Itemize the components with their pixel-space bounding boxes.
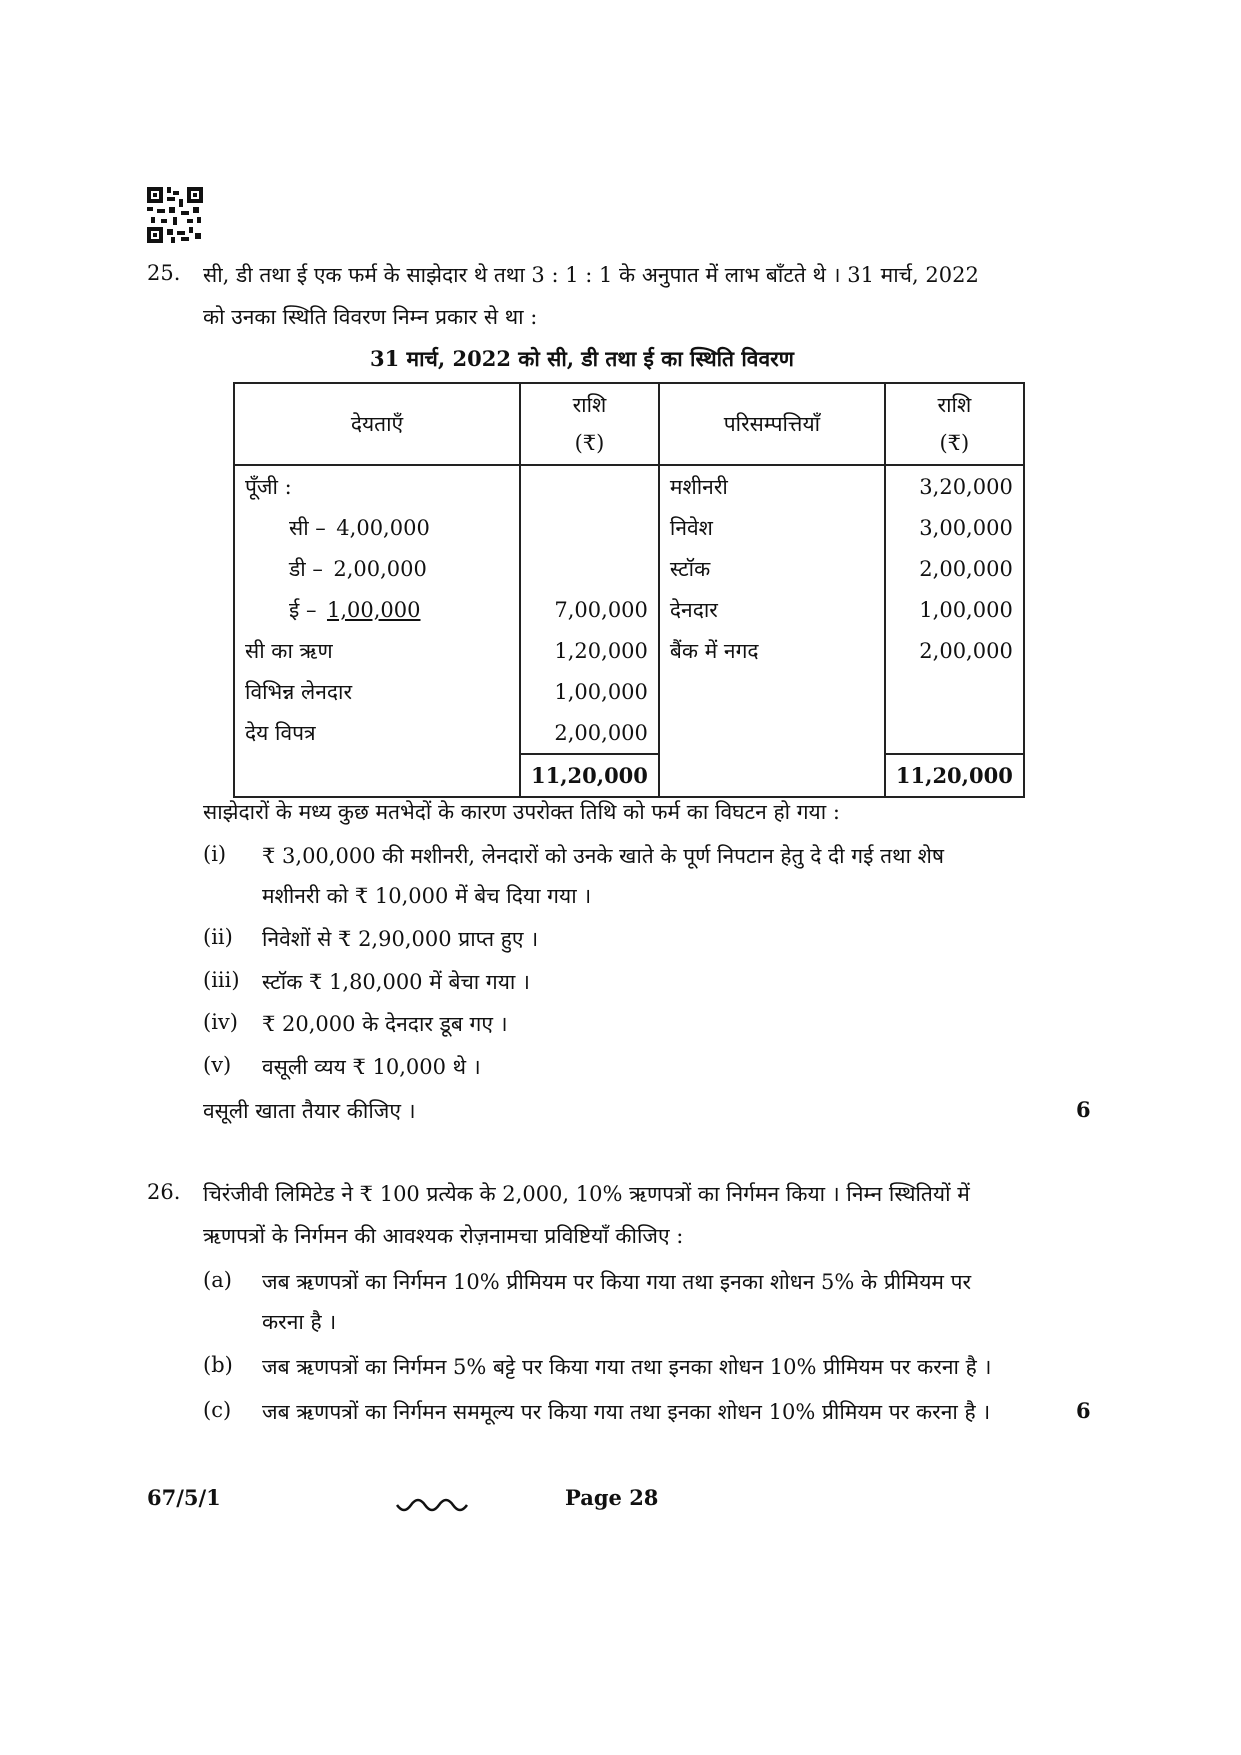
header-assets: परिसम्पत्तियाँ: [659, 383, 885, 465]
question-number: 25.: [147, 261, 181, 285]
liability-amount-cell: [520, 507, 659, 548]
marks-label: 6: [1076, 1097, 1091, 1122]
header-amount-unit: (₹): [939, 431, 970, 455]
item-number: (v): [203, 1053, 232, 1077]
header-amount: [520, 383, 659, 465]
question-text-line: को उनका स्थिति विवरण निम्न प्रकार से था :: [203, 305, 538, 329]
question-text-line: साझेदारों के मध्य कुछ मतभेदों के कारण उपरोक्त तिथि को फर्म का विघटन हो गया :: [203, 800, 840, 824]
asset-cell: [659, 671, 885, 712]
item-text-line: जब ऋणपत्रों का निर्गमन 5% बट्टे पर किया गया तथा इनका शोधन 10% प्रीमियम पर करना है ।: [262, 1355, 992, 1379]
item-number: (iv): [203, 1010, 238, 1034]
header-amount-label: राशि: [937, 393, 972, 417]
liability-cell: [234, 507, 520, 548]
capital-amount: 2,00,000: [333, 556, 427, 581]
table-row: [234, 630, 1024, 671]
table-row: [234, 589, 1024, 630]
table-row: [234, 671, 1024, 712]
item-text-line: जब ऋणपत्रों का निर्गमन सममूल्य पर किया गया तथा इनका शोधन 10% प्रीमियम पर करना है ।: [262, 1400, 991, 1424]
capital-amount: 1,00,000: [326, 597, 421, 622]
table-total-row: [234, 754, 1024, 797]
asset-amount-cell: 2,00,000: [885, 630, 1024, 671]
item-text-line: स्टॉक ₹ 1,80,000 में बेचा गया ।: [262, 970, 530, 994]
liability-amount-cell: 2,00,000: [520, 712, 659, 754]
instruction-text: वसूली खाता तैयार कीजिए ।: [203, 1099, 416, 1123]
total-liabilities: 11,20,000: [520, 754, 659, 797]
asset-amount-cell: [885, 671, 1024, 712]
question-number: 26.: [147, 1180, 181, 1204]
item-number: (a): [203, 1268, 232, 1292]
asset-amount-cell: [885, 712, 1024, 754]
asset-amount-cell: 1,00,000: [885, 589, 1024, 630]
item-text-line: मशीनरी को ₹ 10,000 में बेच दिया गया ।: [262, 884, 592, 908]
item-text-line: करना है ।: [262, 1310, 337, 1334]
marks-label: 6: [1076, 1398, 1091, 1423]
partner-label: डी –: [289, 556, 323, 581]
asset-cell: निवेश: [659, 507, 885, 548]
item-text-line: वसूली व्यय ₹ 10,000 थे ।: [262, 1055, 481, 1079]
table-row: [234, 548, 1024, 589]
balance-sheet-table: [233, 382, 1025, 798]
page-number: Page 28: [565, 1485, 659, 1510]
item-text-line: निवेशों से ₹ 2,90,000 प्राप्त हुए ।: [262, 927, 539, 951]
liability-amount-cell: 1,00,000: [520, 671, 659, 712]
total-assets: 11,20,000: [885, 754, 1024, 797]
liability-amount-cell: [520, 465, 659, 507]
asset-cell: मशीनरी: [659, 465, 885, 507]
table-title: 31 मार्च, 2022 को सी, डी तथा ई का स्थिति विवरण: [370, 346, 794, 371]
asset-cell: बैंक में नगद: [659, 630, 885, 671]
asset-cell: [659, 712, 885, 754]
liability-cell: [234, 548, 520, 589]
item-text-line: जब ऋणपत्रों का निर्गमन 10% प्रीमियम पर किया गया तथा इनका शोधन 5% के प्रीमियम पर: [262, 1270, 972, 1294]
wave-icon: [395, 1497, 475, 1517]
question-text-line: सी, डी तथा ई एक फर्म के साझेदार थे तथा 3 : 1 : 1 के अनुपात में लाभ बाँटते थे । 31 मार्च, 2022: [203, 263, 979, 287]
capital-amount: 4,00,000: [336, 515, 430, 540]
partner-label: ई –: [289, 597, 317, 622]
liability-cell: पूँजी :: [234, 465, 520, 507]
asset-cell: देनदार: [659, 589, 885, 630]
liability-cell: [234, 589, 520, 630]
table-row: [234, 507, 1024, 548]
asset-amount-cell: 3,20,000: [885, 465, 1024, 507]
empty-cell: [659, 754, 885, 797]
item-number: (c): [203, 1398, 232, 1422]
question-text-line: ऋणपत्रों के निर्गमन की आवश्यक रोज़नामचा प्रविष्टियाँ कीजिए :: [203, 1224, 684, 1248]
header-amount-unit: (₹): [574, 431, 605, 455]
item-text-line: ₹ 3,00,000 की मशीनरी, लेनदारों को उनके खाते के पूर्ण निपटान हेतु दे दी गई तथा शेष: [262, 844, 945, 868]
liability-amount-cell: 1,20,000: [520, 630, 659, 671]
item-text-line: ₹ 20,000 के देनदार डूब गए ।: [262, 1012, 508, 1036]
question-text-line: चिरंजीवी लिमिटेड ने ₹ 100 प्रत्येक के 2,000, 10% ऋणपत्रों का निर्गमन किया । निम्न स्थितियों में: [203, 1182, 970, 1206]
liability-cell: विभिन्न लेनदार: [234, 671, 520, 712]
empty-cell: [234, 754, 520, 797]
liability-amount-cell: [520, 548, 659, 589]
liability-amount-cell: 7,00,000: [520, 589, 659, 630]
header-liabilities: देयताएँ: [234, 383, 520, 465]
qr-code-icon: [147, 187, 203, 243]
table-row: [234, 465, 1024, 507]
item-number: (i): [203, 842, 227, 866]
asset-amount-cell: 2,00,000: [885, 548, 1024, 589]
partner-label: सी –: [289, 515, 326, 540]
table-header-row: [234, 383, 1024, 465]
table-row: [234, 712, 1024, 754]
item-number: (b): [203, 1353, 233, 1377]
paper-code: 67/5/1: [147, 1485, 221, 1510]
asset-amount-cell: 3,00,000: [885, 507, 1024, 548]
liability-cell: सी का ऋण: [234, 630, 520, 671]
liability-cell: देय विपत्र: [234, 712, 520, 754]
item-number: (ii): [203, 925, 233, 949]
item-number: (iii): [203, 968, 240, 992]
asset-cell: स्टॉक: [659, 548, 885, 589]
header-amount-label: राशि: [572, 393, 607, 417]
header-amount: [885, 383, 1024, 465]
